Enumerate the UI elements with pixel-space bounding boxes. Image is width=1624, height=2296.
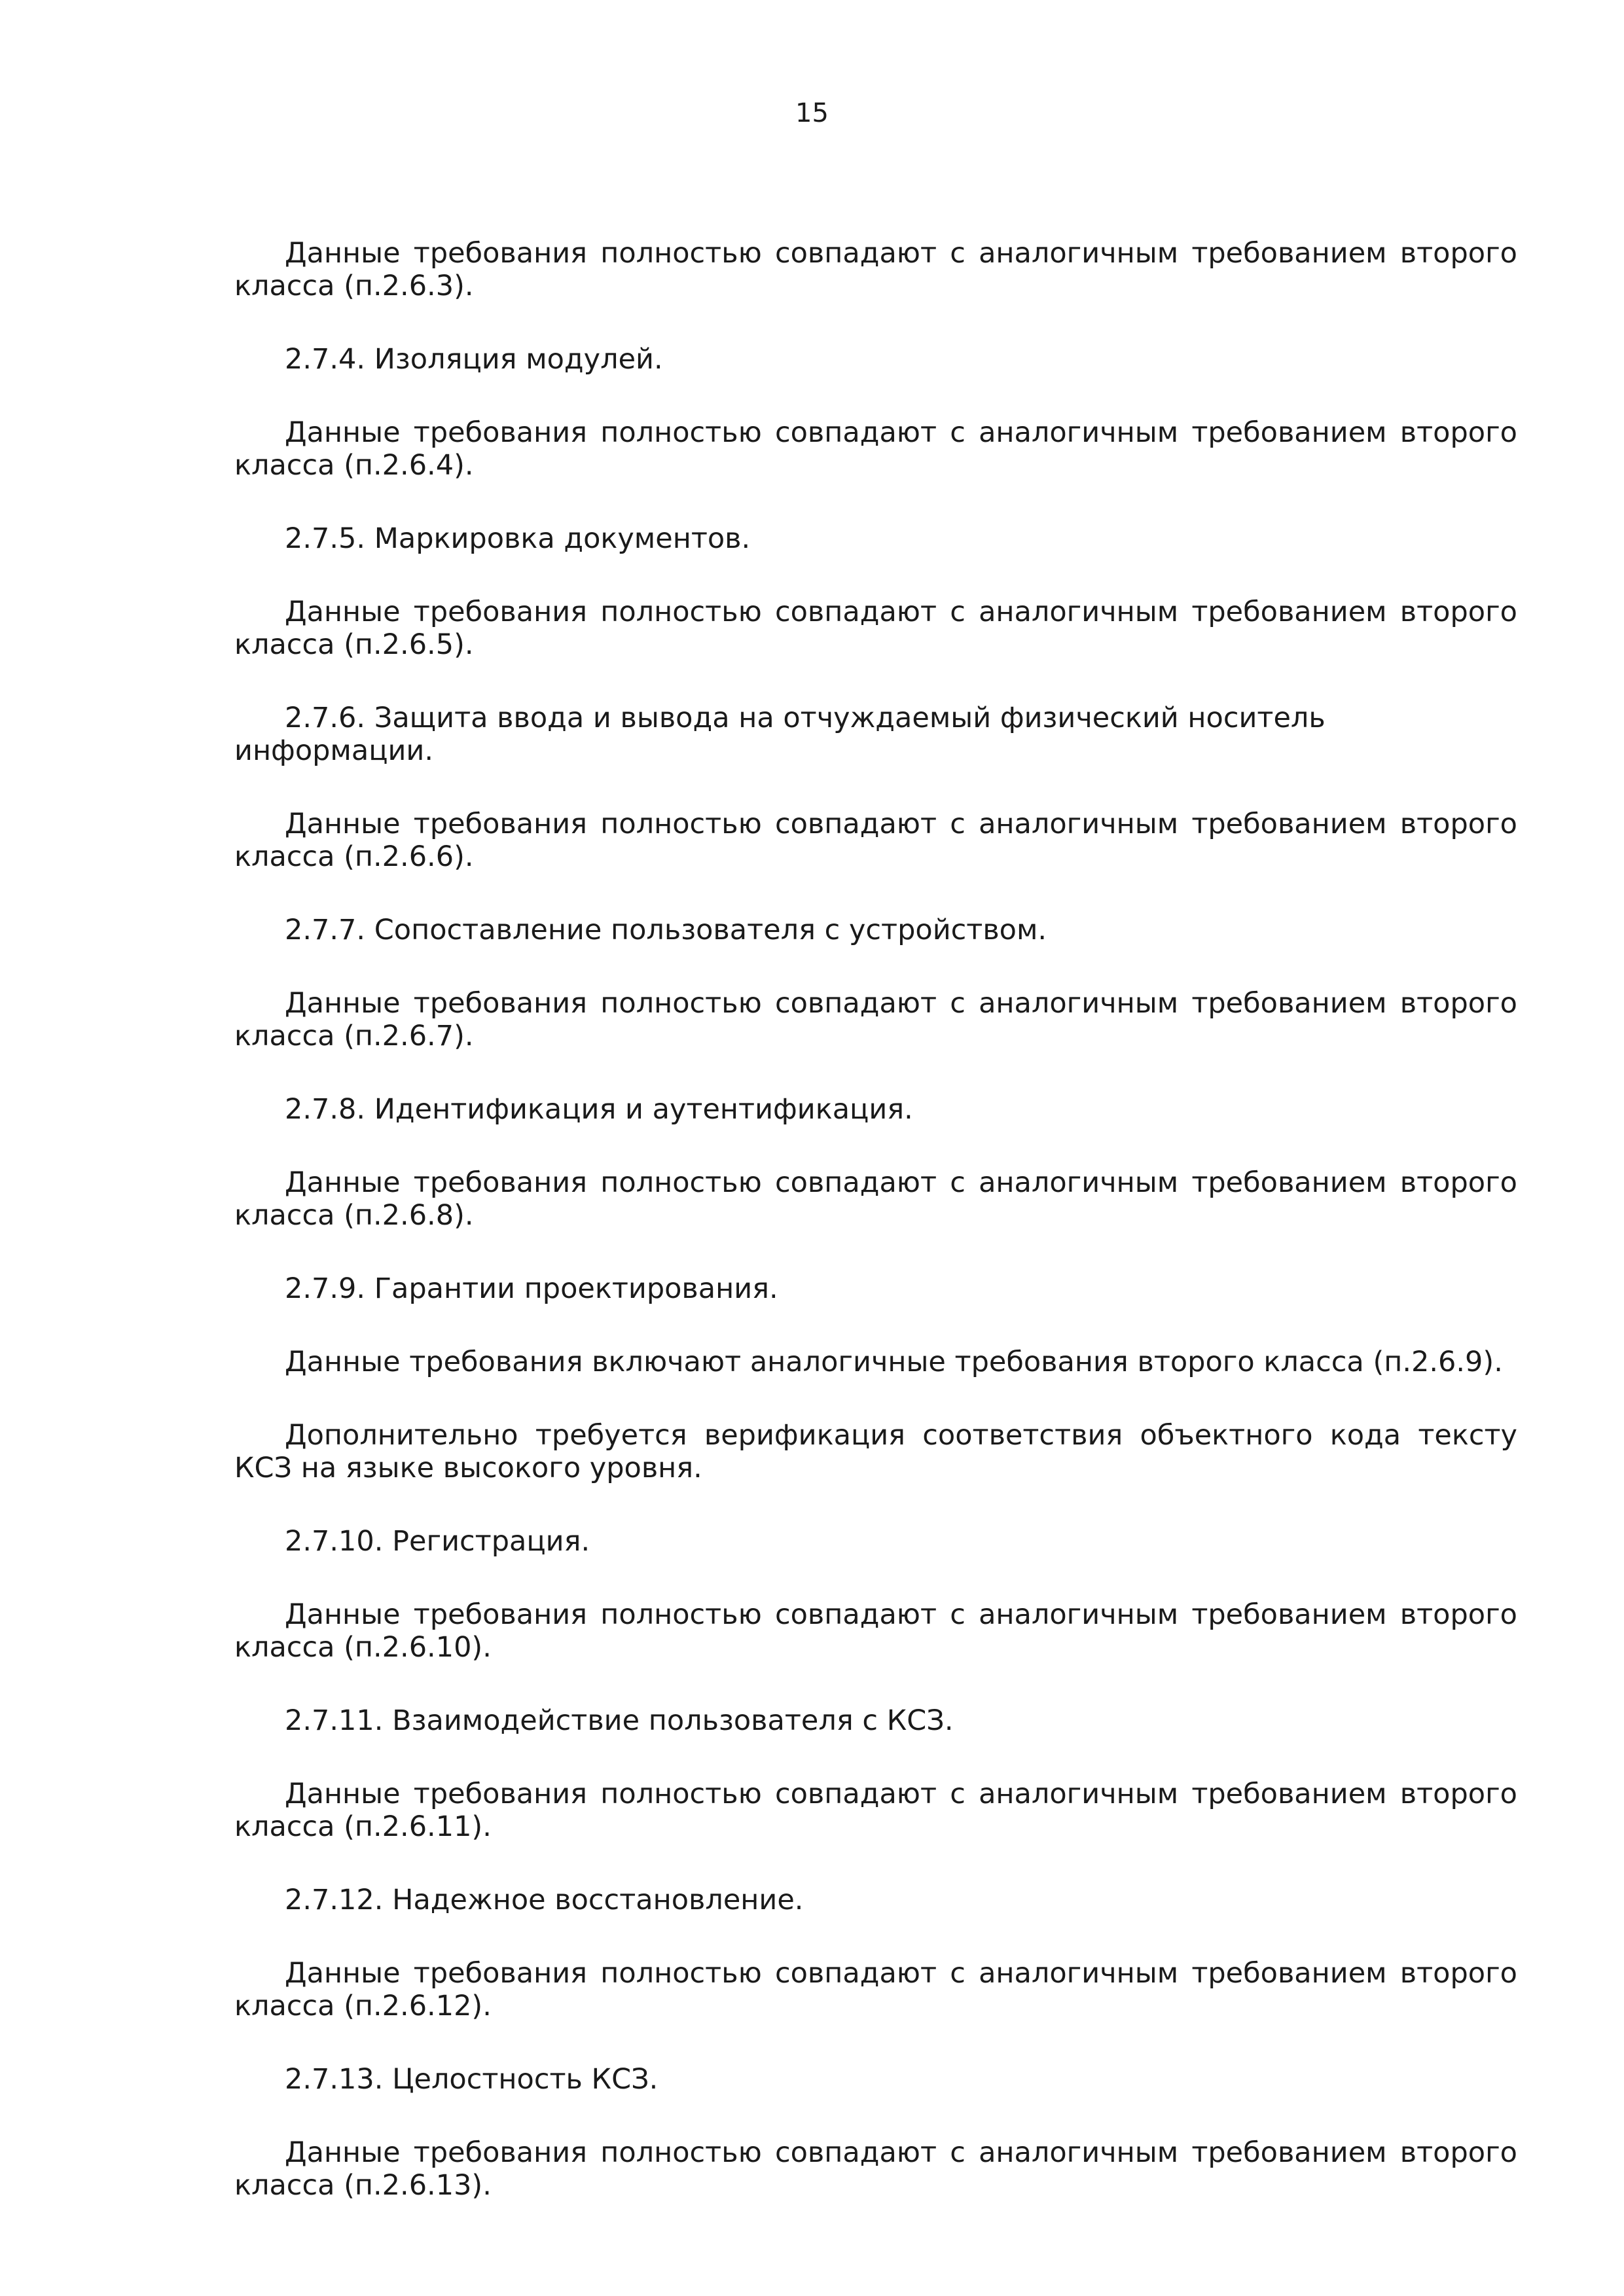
paragraph: Данные требования полностью совпадают с аналогичным требованием второго класса (п.2.6.5). bbox=[234, 596, 1517, 661]
paragraph: Данные требования полностью совпадают с аналогичным требованием второго класса (п.2.6.12). bbox=[234, 1957, 1517, 2022]
section-heading: 2.7.10. Регистрация. bbox=[285, 1525, 590, 1558]
section-heading: 2.7.12. Надежное восстановление. bbox=[285, 1884, 804, 1916]
paragraph: Данные требования полностью совпадают с аналогичным требованием второго класса (п.2.6.13). bbox=[234, 2136, 1517, 2202]
section-heading: 2.7.8. Идентификация и аутентификация. bbox=[285, 1093, 913, 1126]
paragraph: Данные требования полностью совпадают с аналогичным требованием второго класса (п.2.6.6). bbox=[234, 808, 1517, 873]
paragraph: Данные требования включают аналогичные требования второго класса (п.2.6.9). bbox=[285, 1346, 1503, 1378]
paragraph: Данные требования полностью совпадают с аналогичным требованием второго класса (п.2.6.11). bbox=[234, 1778, 1517, 1843]
paragraph: Данные требования полностью совпадают с аналогичным требованием второго класса (п.2.6.3). bbox=[234, 237, 1517, 302]
section-heading: 2.7.4. Изоляция модулей. bbox=[285, 343, 663, 376]
paragraph: Данные требования полностью совпадают с аналогичным требованием второго класса (п.2.6.4). bbox=[234, 416, 1517, 482]
document-body bbox=[234, 237, 1517, 2242]
paragraph: Дополнительно требуется верификация соответствия объектного кода тексту КСЗ на языке высокого уровня. bbox=[234, 1419, 1517, 1484]
section-heading: 2.7.7. Сопоставление пользователя с устройством. bbox=[285, 914, 1047, 946]
section-heading: 2.7.5. Маркировка документов. bbox=[285, 522, 751, 555]
section-heading: 2.7.9. Гарантии проектирования. bbox=[285, 1272, 778, 1305]
section-heading: 2.7.13. Целостность КСЗ. bbox=[285, 2063, 659, 2096]
paragraph: Данные требования полностью совпадают с аналогичным требованием второго класса (п.2.6.8). bbox=[234, 1166, 1517, 1232]
paragraph: Данные требования полностью совпадают с аналогичным требованием второго класса (п.2.6.7). bbox=[234, 987, 1517, 1052]
section-heading: 2.7.6. Защита ввода и вывода на отчуждаемый физический носитель информации. bbox=[234, 702, 1326, 767]
paragraph: Данные требования полностью совпадают с аналогичным требованием второго класса (п.2.6.10). bbox=[234, 1598, 1517, 1664]
page-number: 15 bbox=[795, 98, 829, 128]
section-heading: 2.7.11. Взаимодействие пользователя с КСЗ. bbox=[285, 1704, 954, 1737]
